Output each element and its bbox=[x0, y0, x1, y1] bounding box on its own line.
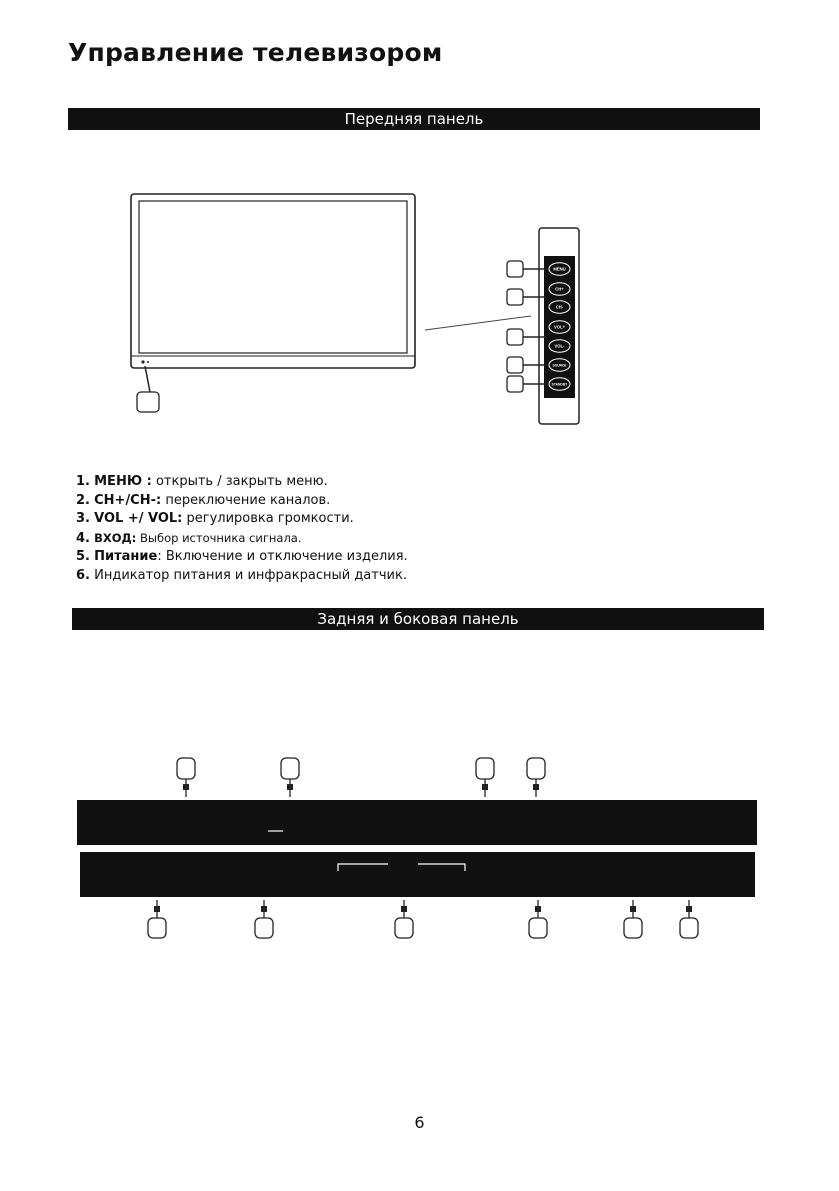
button-label-source: SOURCE bbox=[552, 363, 567, 368]
callout-box-3 bbox=[507, 329, 523, 345]
button-label-ch-minus: CH- bbox=[555, 304, 564, 310]
rear-callout-bottom-4 bbox=[529, 918, 547, 938]
button-label-ch-minusplus: CH+ bbox=[555, 286, 564, 292]
callout-box-6 bbox=[137, 392, 159, 412]
button-label-vol-minus: VOL- bbox=[554, 343, 565, 349]
callout-box-5 bbox=[507, 376, 523, 392]
page-number: 6 bbox=[414, 1113, 425, 1132]
rear-panel-lower bbox=[80, 852, 755, 897]
front-panel-diagram bbox=[0, 0, 839, 430]
button-label-vol-minusplus: VOL+ bbox=[553, 324, 566, 330]
rear-callout-bottom-1 bbox=[148, 918, 166, 938]
callout-box-4 bbox=[507, 357, 523, 373]
section-header-front-panel: Передняя панель bbox=[68, 108, 760, 130]
legend-item-3: 3. VOL +/ VOL: регулировка громкости. bbox=[76, 511, 354, 526]
callout-box-1 bbox=[507, 261, 523, 277]
section-header-rear-panel: Задняя и боковая панель bbox=[72, 608, 764, 630]
legend-item-6: 6. Индикатор питания и инфракрасный датчик. bbox=[76, 567, 407, 583]
power-indicator-icon bbox=[141, 360, 144, 363]
rear-callout-bottom-2 bbox=[255, 918, 273, 938]
button-label-menu: MENU bbox=[553, 266, 566, 272]
rear-callout-bottom-3 bbox=[395, 918, 413, 938]
legend-item-2: 2. CH+/CH-: переключение каналов. bbox=[76, 492, 331, 508]
rear-callout-top-3 bbox=[476, 758, 494, 779]
rear-callout-bottom-6 bbox=[680, 918, 698, 938]
rear-callout-top-2 bbox=[281, 758, 299, 779]
legend-item-1: 1. МЕНЮ : открыть / закрыть меню. bbox=[76, 474, 328, 489]
legend-item-5: 5. Питание: Включение и отключение изделия. bbox=[76, 549, 408, 564]
button-label-standby: STANDBY bbox=[551, 382, 568, 387]
rear-callout-top-1 bbox=[177, 758, 195, 779]
rear-callout-bottom-5 bbox=[624, 918, 642, 938]
page-title: Управление телевизором bbox=[68, 38, 443, 67]
legend-item-4: 4. ВХОД: Выбор источника сигнала. bbox=[76, 530, 302, 546]
rear-panel-upper bbox=[77, 800, 757, 845]
legend-list bbox=[76, 473, 408, 585]
callout-box-2 bbox=[507, 289, 523, 305]
rear-callout-top-4 bbox=[527, 758, 545, 779]
rear-panel-diagram bbox=[0, 700, 839, 960]
tv-screen bbox=[139, 201, 407, 353]
